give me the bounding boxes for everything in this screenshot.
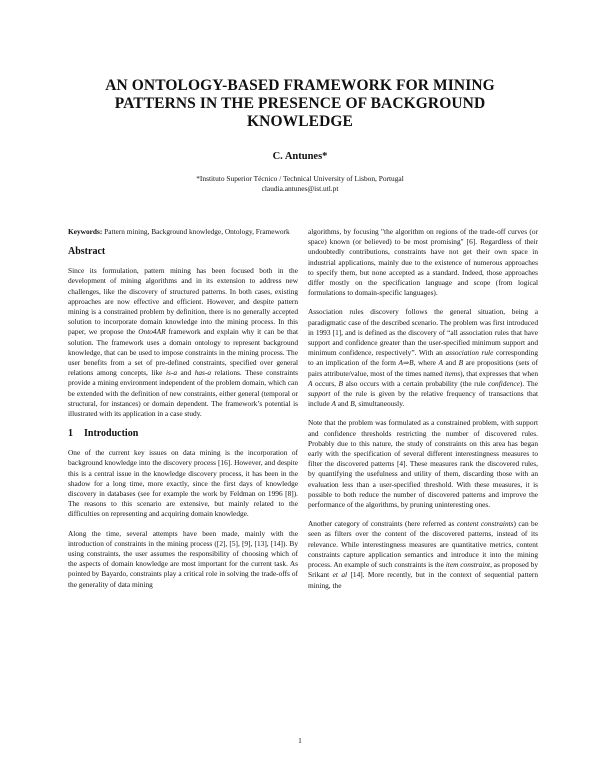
right-paragraph-2: Association rules discovery follows the general situation, being a paradigmatic case of the described scenario. The problem was first introduced in 1993 [1], and is defined as the discovery of “all association rules that have support and confidence greater than the user-specified minimum support and minimum confidence, respectively”. With an association rule corresponding to an implication of the form A⇒B, where A and B are propositions (sets of pairs attribute/value, most of the times named items), that expresses that when A occurs, B also occurs with a certain probability (the rule confidence). The support of the rule is given by the relative frequency of transactions that include A and B, simultaneously. [308,307,539,409]
author-affiliation: *Instituto Superior Técnico / Technical University of Lisbon, Portugal [196,174,404,183]
keywords-text: Pattern mining, Background knowledge, Ontology, Framework [104,227,290,236]
abstract-paragraph: Since its formulation, pattern mining has been focused both in the development of mining algorithms and in its extension to address new challenges, like the discovery of structured patterns. In both cases, existing approaches are now effective and efficient. However, and despite pattern mining is a constrained problem by definition, there is no generally accepted solution to incorporate domain knowledge into the mining process. In this paper, we propose the Onto4AR framework and explain why it can be that solution. The framework uses a domain ontology to represent background knowledge, that can be used to impose constraints in the mining process. The user benefits from a set of pre-defined constraints, specified over general relations among concepts, like is-a and has-a relations. These constraints provide a mining environment independent of the problem domain, which can be extended with the definition of new constraints, either general (temporal or structural, for instances) or domain dependent. The framework’s potential is illustrated with its application in a case study. [68,266,299,419]
introduction-heading [68,428,298,440]
abstract-heading: Abstract [68,246,106,258]
intro-paragraph-2: Along the time, several attempts have been made, mainly with the introduction of constraints in the mining process ([2], [5], [9], [13], [14]). By using constraints, the user assumes the responsibility of choosing which of the aspects of domain knowledge are most important for the current task. As pointed by Bayardo, constraints play a critical role in solving the trade-offs of the generality of data mining [68,528,298,589]
keywords-label: Keywords: [68,227,103,236]
right-paragraph-1: algorithms, by focusing "the algorithm on regions of the trade-off curves (or space) known (or believed) to be most promising" [6]. Regardless of their undoubtedly contributions, constraints have not get their own space in industrial applications, mainly due to the existence of numerous approaches to specify them, but none accepted as a standard. Indeed, those approaches differ mostly on the specification language and scope (from logical formulations to domain-specific languages). [308,227,538,298]
author-email: claudia.antunes@ist.utl.pt [261,184,339,193]
right-paragraph-3: Note that the problem was formulated as a constrained problem, with support and confidence thresholds restricting the number of discovered rules. Probably due to this nature, the study of constraints on this area has began early with the specification of several different interestingness measures to filter the discovered patterns [4]. These measures rank the discovered rules, by quantifying the usefulness and utility of them, discarding those with an evaluation less than a user-specified threshold. With these measures, it is possible to both reduce the number of discovered patterns and improve the performance of the algorithms, by pruning uninteresting ones. [308,418,538,510]
right-column [308,227,538,600]
intro-paragraph-1: One of the current key issues on data mining is the incorporation of background knowledge into the discovery process [16]. However, and despite this is a central issue in the knowledge discovery process, it has been in the shadow for a long time, more exactly, since the first days of knowledge discovery in databases (see for example the work by Feldman on 1996 [8]). The reasons to this scenario are extensive, but mainly related to the difficulties on representing and acquiring domain knowledge. [68,448,298,519]
left-column [68,227,298,599]
paper-title: AN ONTOLOGY-BASED FRAMEWORK FOR MINING PATTERNS IN THE PRESENCE OF BACKGROUND KNOWLEDGE [105,77,495,130]
right-paragraph-4: Another category of constraints (here referred as content constraints) can be seen as filters over the content of the discovered patterns, instead of its relevance. While interestingness measures are quantitative metrics, content constraints capture application semantics and introduce it into the mining process. An example of such constraints is the item constraint, as proposed by Srikant et al [14]. More recently, but in the context of sequential pattern mining, the [308,519,538,590]
page-number: 1 [298,736,302,745]
section-number: 1 [68,428,73,440]
author-name: C. Antunes* [272,151,328,162]
section-title: Introduction [84,428,139,440]
keywords [68,227,298,237]
